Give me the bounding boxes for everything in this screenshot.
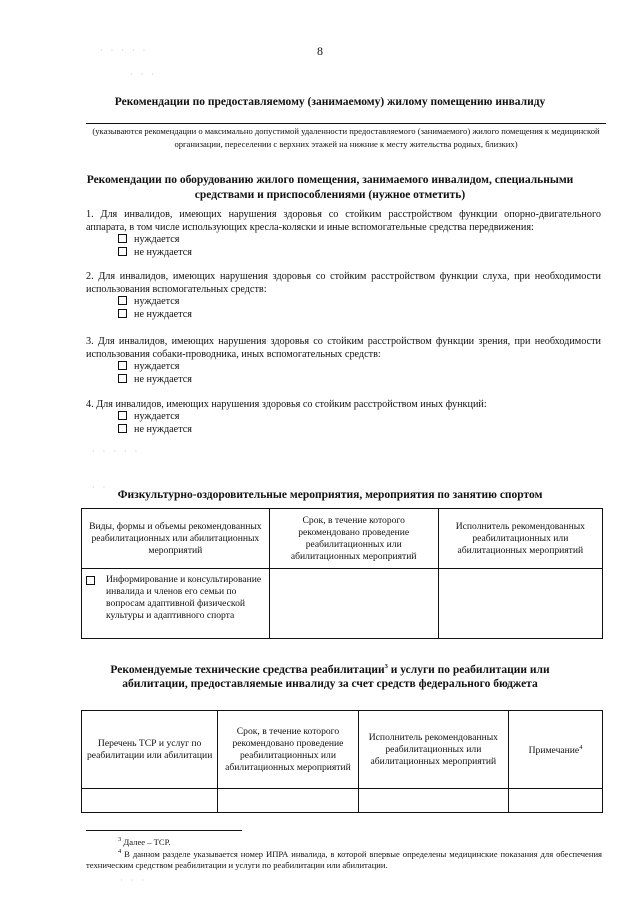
table-cell[interactable] [438,569,602,639]
scan-noise: · · [92,483,109,492]
checkbox-icon[interactable] [118,296,127,305]
tsr-title-line2: абилитации, предоставляемые инвалиду за счет средств федерального бюджета [122,678,538,690]
option-not-needs[interactable]: не нуждается [118,373,192,386]
table-header-cell: Перечень ТСР и услуг по реабилитации или абилитации [82,711,218,789]
table-row [82,569,603,639]
checkbox-icon[interactable] [118,247,127,256]
footnote-separator [86,830,242,831]
scan-noise: · · · [120,876,147,885]
option-not-needs[interactable]: не нуждается [118,246,192,259]
checkbox-icon[interactable] [118,411,127,420]
footnote-3: $^3$ Далее – ТСР. [118,836,171,847]
checkbox-icon[interactable] [86,576,95,585]
table-header-cell: Срок, в течение которого рекомендовано проведение реабилитационных или абилитационных мероприятий [269,509,438,569]
page-number: 8 [317,44,323,58]
sport-row-text: Информирование и консультирование инвалида и членов его семьи по вопросам адаптивной физической культуры и адаптивного спорта [106,574,262,621]
option-not-needs[interactable]: не нуждается [118,423,192,436]
equipment-item-1: 1. Для инвалидов, имеющих нарушения здоровья со стойким расстройством функции опорно-двигательного аппарата, в том числе использующих кресла-коляски и иные вспомогательные средства передвижения: [86,209,601,233]
equipment-title-line1: Рекомендации по оборудованию жилого помещения, занимаемого инвалидом, специальными [86,174,574,186]
housing-note: (указываются рекомендации о максимально допустимой удаленности предоставляемого (занимаемого) жилого помещения к медицинской организации, переселении с верхних этажей на нижние к месту жительства родных, близких) [92,126,600,149]
housing-fill-line [86,123,606,124]
option-needs[interactable]: нуждается [118,360,179,373]
table-cell[interactable] [218,789,358,813]
table-header-cell: Виды, формы и объемы рекомендованных реабилитационных или абилитационных мероприятий [82,509,270,569]
table-header-row [82,711,603,789]
footnote-4: $^4$ В данном разделе указывается номер ИПРА инвалида, в которой впервые определены медицинские показания для обеспечения техническим средством реабилитации и услуги по реабилитации или абилитации. [86,848,602,870]
checkbox-icon[interactable] [118,309,127,318]
scan-noise: · · · [130,70,157,79]
equipment-title-line2: средствами и приспособлениями (нужное отметить) [194,189,466,201]
sport-title: Физкультурно-оздоровительные мероприятия, мероприятия по занятию спортом [117,489,543,501]
checkbox-icon[interactable] [118,424,127,433]
checkbox-icon[interactable] [118,361,127,370]
table-cell [82,569,270,639]
table-cell[interactable] [509,789,603,813]
table-header-cell: Примечание$^4$ [509,711,603,789]
table-cell[interactable] [269,569,438,639]
table-header-row [82,509,603,569]
housing-title: Рекомендации по предоставляемому (занимаемому) жилому помещению инвалиду [114,96,546,108]
sport-table [81,508,603,639]
table-header-cell: Исполнитель рекомендованных реабилитационных или абилитационных мероприятий [438,509,602,569]
checkbox-icon[interactable] [118,234,127,243]
equipment-item-2: 2. Для инвалидов, имеющих нарушения здоровья со стойким расстройством функции слуха, при необходимости использования вспомогательных средств: [86,271,601,295]
table-row [82,789,603,813]
option-needs[interactable]: нуждается [118,410,179,423]
option-not-needs[interactable]: не нуждается [118,308,192,321]
option-needs[interactable]: нуждается [118,233,179,246]
table-header-cell: Срок, в течение которого рекомендовано проведение реабилитационных или абилитационных мероприятий [218,711,358,789]
table-cell[interactable] [82,789,218,813]
footnote-ref: 4 [579,743,583,751]
option-needs[interactable]: нуждается [118,295,179,308]
equipment-item-4: 4. Для инвалидов, имеющих нарушения здоровья со стойким расстройством иных функций: [86,399,487,410]
checkbox-icon[interactable] [118,374,127,383]
equipment-item-3: 3. Для инвалидов, имеющих нарушения здоровья со стойким расстройством функции зрения, при необходимости использования собаки-проводника, иных вспомогательных средств: [86,336,601,360]
table-cell[interactable] [358,789,508,813]
table-header-cell: Исполнитель рекомендованных реабилитационных или абилитационных мероприятий [358,711,508,789]
sport-row-option[interactable] [86,574,265,622]
scan-noise: · · · · · [92,447,141,456]
scan-noise: · · · · · [100,46,149,55]
tsr-title-line1: Рекомендуемые технические средства реабилитации$^3$ и услуги по реабилитации или [110,663,550,676]
tsr-table [81,710,603,813]
footnote-ref: 3 [384,663,388,670]
